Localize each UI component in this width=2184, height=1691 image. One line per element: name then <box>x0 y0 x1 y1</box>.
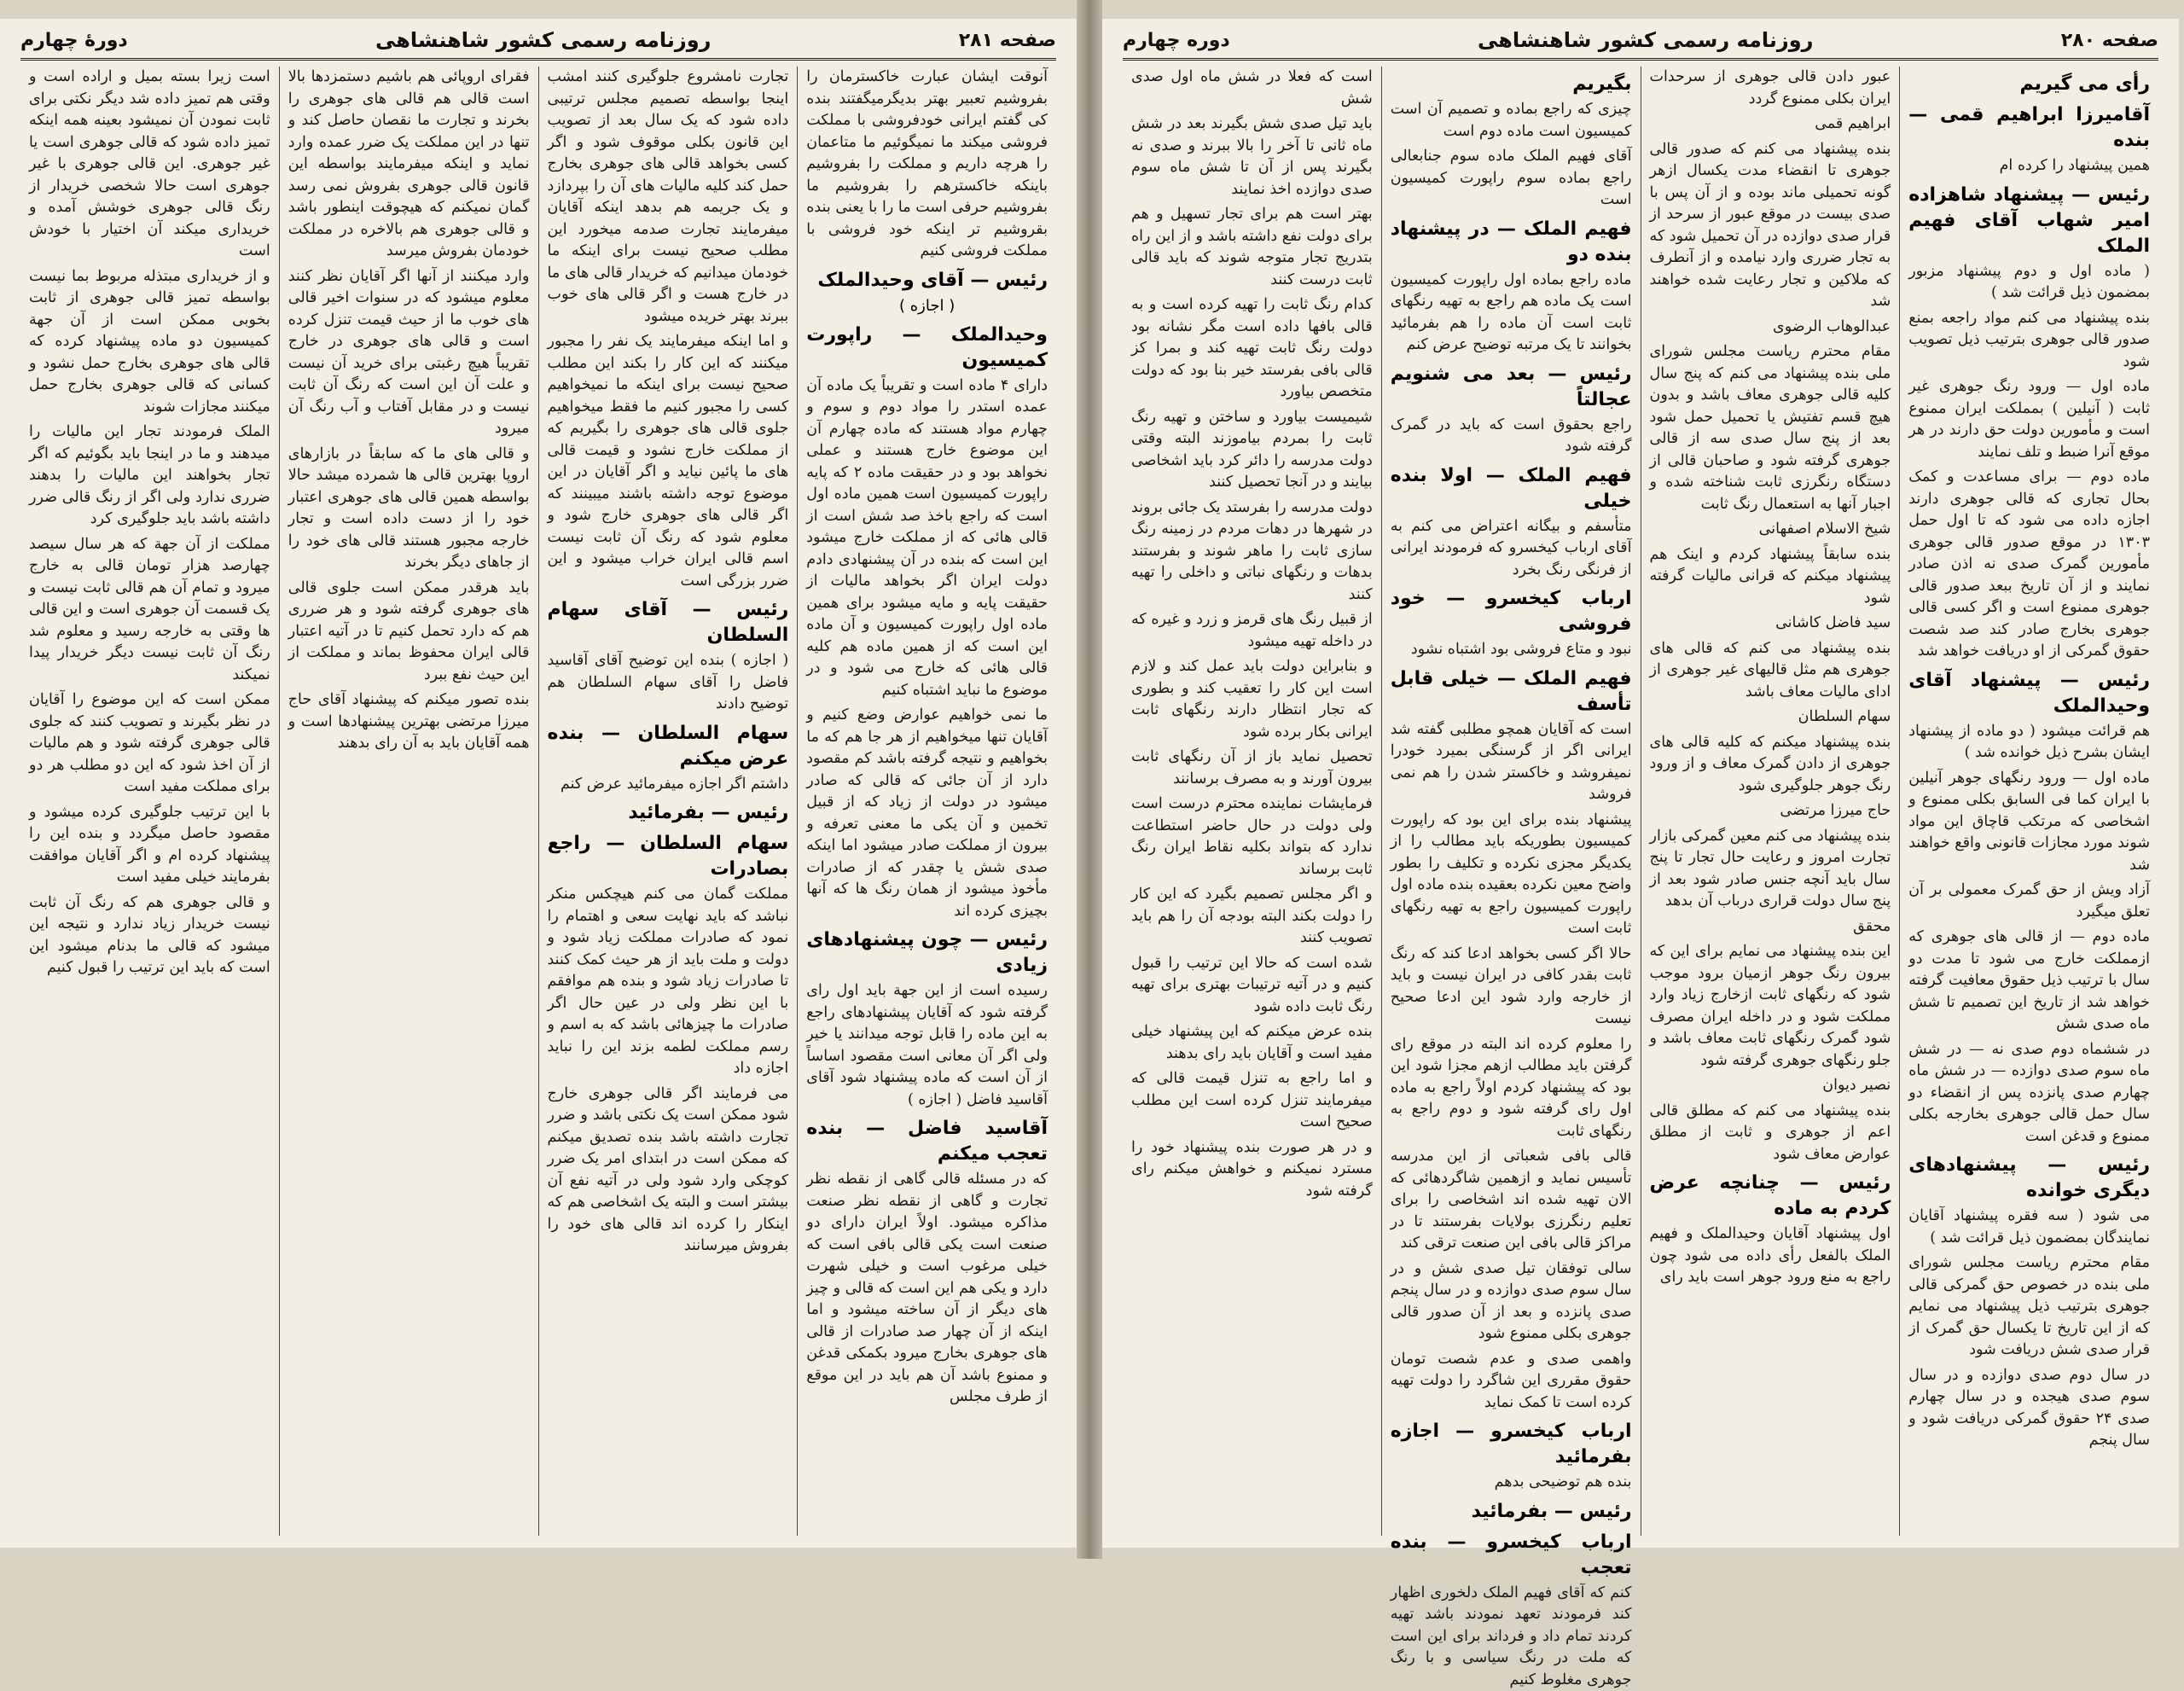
paragraph: بنده تصور میکنم که پیشنهاد آقای حاج میرزا مرتضی بهترین پیشنهادها است و همه آقایان باید به آن رای بدهند <box>288 689 530 755</box>
paragraph: کدام رنگ ثابت را تهیه کرده است و به قالی بافها داده است مگر نشانه بود دولت رنگ ثابت تهیه کند و بمرا کز قالی بافی بفرستد خیر بنا بود که دولت متخصص بیاورد <box>1131 294 1373 404</box>
speaker-heading: رئیس — آقای سهام السلطان <box>548 597 789 648</box>
paragraph: محقق <box>1650 916 1891 938</box>
header-rule <box>20 58 1056 61</box>
procedural-note: ( اجازه ) <box>806 295 1048 317</box>
paragraph: در سال دوم صدی دوازده و در سال سوم صدی هیجده و در سال چهارم صدی ۲۴ حقوق گمرکی دریافت شود و سال پنجم <box>1908 1365 2150 1452</box>
paragraph: آقای فهیم الملک ماده سوم جنابعالی راجع بماده سوم راپورت کمیسیون است <box>1391 146 1632 212</box>
paragraph: و از خریداری مبتذله مربوط بما نیست بواسطه تمیز قالی جوهری از ثابت بخوبی ممکن است از آن جهة کمیسیون دو ماده پیشنهاد کرده که قالی های جوهری بخارج حمل نشود و کسانی که قالی جوهری بخارج حمل میکنند مجازات شوند <box>29 266 270 419</box>
paragraph: نصیر دیوان <box>1650 1075 1891 1097</box>
speaker-heading: بگیریم <box>1391 72 1632 97</box>
column-1 <box>1899 67 2158 1536</box>
paragraph: حالا اگر کسی بخواهد ادعا کند که رنگ ثابت بقدر کافی در ایران نیست و باید از خارجه وارد شود این ادعا صحیح نیست <box>1391 944 1632 1031</box>
speaker-heading: رئیس — پیشنهادهای دیگری خوانده <box>1908 1153 2150 1204</box>
speaker-heading: رئیس — پیشنهاد آقای وحیدالملک <box>1908 668 2150 719</box>
speaker-heading: رأی می گیریم <box>1908 72 2150 97</box>
paragraph: سید فاضل کاشانی <box>1650 613 1891 635</box>
speaker-heading: رئیس — بعد می شنویم عجالتاً <box>1391 362 1632 413</box>
speaker-heading: رئیس — پیشنهاد شاهزاده امیر شهاب آقای فهیم الملک <box>1908 183 2150 259</box>
paragraph: مملکت گمان می کنم هیچکس منکر نباشد که باید نهایت سعی و اهتمام را نمود که صادرات مملکت زیاد شود و دولت و ملت باید از هر حیث کمک کنند تا صادرات زیاد شود و بنده هم موافقم با این نظر ولی در عین حال اگر صادرات ما چیزهائی باشد که به اسم و رسم مملکت لطمه بزند این را نباید اجازه داد <box>548 884 789 1080</box>
paragraph: دارای ۴ ماده است و تقریباً یک ماده آن عمده استدر را مواد دوم و سوم و چهارم مواد هستند که ماده چهارم آن این موضوع خارج هستند و عملی نخواهد بود و در حقیقت ماده ۲ که پایه راپورت کمیسیون است همین ماده اول است که راجع باخذ صد شش است از قالی هائی که از مملکت خارج میشود این است که بنده در آن پیشنهادی دادم دولت ایران اگر بخواهد مالیات از حقیقت پایه و مایه میشود برای همین ماده اول راپورت کمیسیون و آن ماده این است که از همین ماده هم کلیه قالی هائی که خارج می شود و در موضوع ما نباید اشتباه کنیم <box>806 375 1048 702</box>
paragraph: بنده پیشنهاد می کنم معین گمرکی بازار تجارت امروز و رعایت حال تجار تا پنج سال باید آنچه جنس صادر شود بعد از پنج سال دولت قراری درباب آن بدهد <box>1650 826 1891 913</box>
paragraph: حاج میرزا مرتضی <box>1650 800 1891 822</box>
paragraph: قالی بافی شعباتی از این مدرسه تأسیس نماید و ازهمین شاگردهائی که الان تهیه شده اند اشخاصی را برای تعلیم رنگرزی بولایات بفرستند تا در مراکز قالی بافی این صنعت ترقی کند <box>1391 1146 1632 1255</box>
speaker-heading: رئیس — چون پیشنهادهای زیادی <box>806 927 1048 979</box>
paragraph: تحصیل نماید باز از آن رنگهای ثابت بیرون آورند و به مصرف برسانند <box>1131 747 1373 790</box>
paragraph: عبدالوهاب الرضوی <box>1650 317 1891 339</box>
paragraph: بنده پیشنهاد می کنم که مطلق قالی اعم از جوهری و ثابت از مطلق عوارض معاف شود <box>1650 1101 1891 1166</box>
speaker-heading: وحیدالملک — راپورت کمیسیون <box>806 323 1048 374</box>
speaker-heading: فهیم الملک — خیلی قابل تأسف <box>1391 666 1632 718</box>
paragraph: بنده پیشنهاد می کنم که قالی های جوهری هم مثل قالیهای غیر جوهری از ادای مالیات معاف باشد <box>1650 638 1891 704</box>
speaker-heading: ارباب کیخسرو — اجازه بفرمائید <box>1391 1419 1632 1470</box>
paragraph: داشتم اگر اجازه میفرمائید عرض کنم <box>548 774 789 796</box>
header-rule <box>1123 58 2158 61</box>
period-label: دوره چهارم <box>1123 30 1230 51</box>
paragraph: و اما راجع به تنزل قیمت قالی که میفرمایند تنزل کرده است این مطلب صحیح است <box>1131 1068 1373 1134</box>
paragraph: می فرمایند اگر قالی جوهری خارج شود ممکن است یک نکتی باشد و ضرر تجارت داشته باشد بنده تصدیق میکنم که ممکن است در ابتدای امر یک ضرر کوچکی وارد شود ولی در آتیه نفع آن بیشتر است و البته یک اشخاصی هم که اینکار را کرده اند قالی های خود را بفروش میرسانند <box>548 1084 789 1258</box>
paragraph: بنده عرض میکنم که این پیشنهاد خیلی مفید است و آقایان باید رای بدهند <box>1131 1021 1373 1065</box>
paragraph: همین پیشنهاد را کرده ام <box>1908 155 2150 177</box>
page-280 <box>1102 19 2179 1548</box>
paragraph: شیمیست بیاورد و ساختن و تهیه رنگ ثابت را بمردم بیاموزند البته وقتی دولت مدرسه را دائر کرد باید اشخاصی بیایند و در آنجا تحصیل کنند <box>1131 407 1373 494</box>
paragraph: تجارت نامشروع جلوگیری کنند امشب اینجا بواسطه تصمیم مجلس ترتیبی داده شود که یک سال بعد از تصویب این قانون بکلی موقوف شود و اگر کسی بخواهد قالی های جوهری بخارج حمل کند کلیه مالیات های آن را بپردازد و یک جریمه هم بدهد اینکه آقایان میفرمایند تجارت صدمه میخورد این مطلب صحیح نیست برای اینکه ما خودمان میدانیم که خریدار قالی های ما در خارج هست و اگر قالی های خوب ببرند بهتر خریده میشود <box>548 67 789 328</box>
paragraph: و در هر صورت بنده پیشنهاد خود را مسترد نمیکنم و خواهش میکنم رای گرفته شود <box>1131 1137 1373 1203</box>
paragraph: الملک فرمودند تجار این مالیات را میدهند و ما در اینجا باید بگوئیم که اگر تجار بخواهند این مالیات را بدهند ضرری ندارد ولی اگر از رنگ قالی ضرر داشته باشد باید جلوگیری کرد <box>29 421 270 531</box>
paragraph: اول پیشنهاد آقایان وحیدالملک و فهیم الملک بالفعل رأی داده می شود چون راجع به منع ورود جوهر است باید رای <box>1650 1223 1891 1289</box>
paragraph: مملکت از آن جهة که هر سال سیصد چهارصد هزار تومان قالی به خارج میرود و تمام آن هم قالی ثابت نیست و یک قسمت آن جوهری است و این قالی ها وقتی به خارجه رسید و معلوم شد رنگ آن ثابت نیست دیگر خریدار پیدا نمیکند <box>29 534 270 687</box>
paragraph: متأسفم و بیگانه اعتراض می کنم به آقای ارباب کیخسرو که فرمودند ایرانی از فرنگی رنگ بخرد <box>1391 516 1632 582</box>
speaker-heading: فهیم الملک — در پیشنهاد بنده دو <box>1391 217 1632 268</box>
paragraph: می شود ( سه فقره پیشنهاد آقایان نمایندگان بمضمون ذیل قرائت شد ) <box>1908 1206 2150 1249</box>
page-number: صفحه ۲۸۰ <box>2061 30 2158 51</box>
paragraph: راجع بحقوق است که باید در گمرک گرفته شود <box>1391 415 1632 458</box>
column-3 <box>279 67 538 1536</box>
paragraph: ماده دوم — از قالی های جوهری که ازمملکت خارج می شود تا مدت دو سال با ترتیب ذیل حقوق معافیت گرفته خواهد شد از تاریخ این تصمیم تا شش ماه صدی شش <box>1908 927 2150 1036</box>
paragraph: در ششماه دوم صدی نه — در شش ماه سوم صدی دوازده — در شش ماه چهارم صدی پانزده پس از انقضاء دو سال حمل قالی جوهری بخارجه بکلی ممنوع و قدغن است <box>1908 1039 2150 1148</box>
paragraph: و اما اینکه میفرمایند یک نفر را مجبور میکنند که این کار را بکند این مطلب صحیح نیست برای اینکه ما نمیخواهیم کسی را مجبور کنیم ما فقط میخواهیم جلوی قالی های جوهری را بگیریم که از مملکت خارج نشود و قیمت قالی های ما پائین نیاید و اگر آقایان در این موضوع توجه داشته باشند میبینند که اگر قالی های جوهری خارج شود و معلوم شود که رنگ آن ثابت نیست اسم قالی ایران خراب میشود و این ضرر بزرگی است <box>548 331 789 592</box>
newspaper-title: روزنامه رسمی کشور شاهنشاهی <box>1478 28 1814 52</box>
paragraph: ( اجازه ) بنده این توضیح آقای آقاسید فاضل را آقای سهام السلطان هم توضیح دادند <box>548 650 789 716</box>
paragraph: و قالی جوهری هم که رنگ آن ثابت نیست خریدار زیاد ندارد و نتیجه این میشود که قالی ما بدنام میشود این است که باید این ترتیب را قبول کنیم <box>29 892 270 979</box>
paragraph: شده است که حالا این ترتیب را قبول کنیم و در آتیه ترتیبات بهتری برای تهیه رنگ ثابت داده شود <box>1131 953 1373 1019</box>
paragraph: از قبیل رنگ های قرمز و زرد و غیره که در داخله تهیه میشود <box>1131 609 1373 653</box>
paragraph: ماده دوم — برای مساعدت و کمک بحال تجاری که قالی جوهری دارند اجازه داده می شود که تا اول حمل ۱۳۰۳ در موقع صدور قالی جوهری مأمورین گمرک صدی نه اذن صادر نمایند و از آن تاریخ ببعد صدور قالی جوهری ممنوع است و اگر کسی قالی جوهری بخارج صادر کند صد شصت حقوق گمرکی از او دریافت خواهد شد <box>1908 467 2150 663</box>
paragraph: فرمایشات نماینده محترم درست است ولی دولت در حال حاضر استطاعت ندارد که بتواند بکلیه نقاط ایران رنگ ثابت برساند <box>1131 793 1373 880</box>
paragraph: این بنده پیشنهاد می نمایم برای این که بیرون رنگ جوهر ازمیان برود موجب شود که رنگهای ثابت ازخارج زیاد وارد مملکت شود و در داخله ایران مصرف شود گمرک رنگهای ثابت معاف باشد و جلو رنگهای جوهری گرفته شود <box>1650 941 1891 1072</box>
paragraph: ما نمی خواهیم عوارض وضع کنیم و آقایان تنها میخواهیم از هر جا هم که ما بخواهیم و نتیجه گرفته باشد کم مقصود دارد از آن جائی که قالی که صادر میشود در دولت از زیاد که از قبیل تخمین و آن یکی ما معنی تعرفه و بیرون از مملکت صادر میشود اما اینکه صدی شش یا چقدر که از صادرات مأخوذ میشود از همان رنگ ها که آنها بچیزی کرده اند <box>806 705 1048 922</box>
paragraph: بنده پیشنهاد می کنم مواد راجعه بمنع صدور قالی جوهری بترتیب ذیل تصویب شود <box>1908 308 2150 374</box>
paragraph: شیخ الاسلام اصفهانی <box>1650 519 1891 541</box>
paragraph: است که آقایان همچو مطلبی گفته شد ایرانی اگر از گرسنگی بمیرد خودرا نمیفروشد و خاکستر شدن را هم نمی فروشد <box>1391 719 1632 806</box>
speaker-heading: رئیس — بفرمائید <box>548 800 789 826</box>
paragraph: مقام محترم ریاست مجلس شورای ملی بنده پیشنهاد می کنم که پنج سال کلیه قالی جوهری معاف باشد و بدون هیچ قسم تفتیش یا تحمیل حمل شود بعد از پنج سال صدی سه از قالی جوهری گرفته شود و صاحبان قالی از دستگاه رنگرزی ثابت شناخته شده و اجبار آنها به استعمال رنگ ثابت <box>1650 341 1891 515</box>
paragraph: فقرای اروپائی هم باشیم دستمزدها بالا است قالی هم قالی های جوهری را بخرند و تجارت ما نقصان حاصل کند و تنها در این مملکت یک ضرر عمده وارد نماید و اینکه میفرمایند بواسطه این قانون قالی جوهری بفروش نمی رسد گمان نمیکنم که هیچوقت اینطور باشد و قالی جوهری هم بالاخره در مملکت خودمان بفروش میرسد <box>288 67 530 263</box>
paragraph: را معلوم کرده اند البته در موقع رای گرفتن باید مطالب ازهم مجزا شود این بود که پیشنهاد کردم اولاً راجع به ماده اول رای گرفته شود و دوم راجع به رنگهای ثابت <box>1391 1034 1632 1143</box>
speaker-heading: رئیس — آقای وحیدالملک <box>806 268 1048 293</box>
speaker-heading: سهام السلطان — راجع بصادرات <box>548 831 789 882</box>
speaker-heading: رئیس — بفرمائید <box>1391 1499 1632 1525</box>
paragraph: است زیرا بسته بمیل و اراده است و وقتی هم تمیز داده شد دیگر نکتی برای ثابت نمودن آن نمیشود بعینه همه اینکه تمیز داده شود که قالی جوهری است یا غیر جوهری. این قالی جوهری با غیر جوهری است حالا شخصی خریدار از رنگ قالی جوهری خوشش آمده و خریداری میکند آن اختیار با خودش است <box>29 67 270 263</box>
paragraph: آزاد ویش از حق گمرک معمولی بر آن تعلق میگیرد <box>1908 880 2150 923</box>
paragraph: و بنابراین دولت باید عمل کند و لازم است این کار را تعقیب کند و بطوری که تجار انتظار دارند رنگهای ثابت ایرانی بکار برده شود <box>1131 656 1373 743</box>
paragraph: کنم که آقای فهیم الملک دلخوری اظهار کند فرمودند تعهد نمودند باشد تهیه کردند تمام داد و فرداند برای این است که ملت در رنگ سیاسی و با رنگ جوهری مغلوط کنیم <box>1391 1583 1632 1691</box>
page-header <box>1123 26 2158 55</box>
column-4 <box>1123 67 1381 1536</box>
paragraph: ( ماده اول و دوم پیشنهاد مزبور بمضمون ذیل قرائت شد ) <box>1908 261 2150 305</box>
paragraph: ماده راجع بماده اول راپورت کمیسیون است یک ماده هم راجع به تهیه رنگهای ثابت است آن ماده را هم بفرمائید بخوانند تا یک مرتبه توضیح عرض کنم <box>1391 270 1632 357</box>
text-columns <box>1123 67 2158 1536</box>
paragraph: ماده اول — ورود رنگهای جوهر آنیلین با ایران کما فی السابق بکلی ممنوع و اشخاصی که مرتکب قاچاق این مواد شوند مورد مجازات قانونی واقع خواهند شد <box>1908 768 2150 877</box>
paragraph: بهتر است هم برای تجار تسهیل و هم برای دولت نفع داشته باشد و از این راه بتدریج تجار متوجه شوند که باید قالی ثابت درست کنند <box>1131 204 1373 291</box>
paragraph: باید هرقدر ممکن است جلوی قالی های جوهری گرفته شود و هر ضرری هم که دارد تحمل کنیم تا در آتیه اعتبار قالی ایران محفوظ بماند و مملکت از این حیث نفع ببرد <box>288 578 530 687</box>
page-gutter <box>1077 0 1102 1559</box>
column-4 <box>20 67 279 1536</box>
paragraph: نبود و متاع فروشی بود اشتباه نشود <box>1391 639 1632 661</box>
paragraph: بنده هم توضیحی بدهم <box>1391 1472 1632 1494</box>
paragraph: وارد میکنند از آنها اگر آقایان نظر کنند معلوم میشود که در سنوات اخیر قالی های خوب ما از حیث قیمت تنزل کرده است و قالی های جوهری در خارج تقریباً هیچ رغبتی برای خرید آن نیست و علت آن این است که رنگ آن ثابت نیست و در مقابل آفتاب و آب رنگ آن میرود <box>288 266 530 440</box>
period-label: دورهٔ چهارم <box>20 30 128 51</box>
paragraph: سالی توفقان تیل صدی شش و در سال سوم صدی دوازده و در سال پنجم صدی پانزده و بعد از آن صدور قالی جوهری بکلی ممنوع شود <box>1391 1258 1632 1345</box>
speaker-heading: ارباب کیخسرو — بنده تعجب <box>1391 1530 1632 1581</box>
paragraph: مقام محترم ریاست مجلس شورای ملی بنده در خصوص حق گمرکی قالی جوهری بترتیب ذیل پیشنهاد می نمایم که از این تاریخ تا یکسال حق گمرک از قرار صدی شش دریافت شود <box>1908 1252 2150 1362</box>
column-2 <box>538 67 798 1536</box>
paragraph: دولت مدرسه را بفرستد یک جائی بروند در شهرها در دهات مردم در زمینه رنگ سازی ثابت را ماهر شوند و بفرستند بدهات و رنگهای نباتی و داخلی را تهیه کنند <box>1131 497 1373 607</box>
paragraph: و قالی های ما که سابقاً در بازارهای اروپا بهترین قالی ها شمرده میشد حالا بواسطه همین قالی های جوهری اعتبار خود را از دست داده است و تجار خارجه مجبور هستند قالی های خود را از جاهای دیگر بخرند <box>288 444 530 574</box>
column-2 <box>1641 67 1900 1536</box>
paragraph: ماده اول — ورود رنگ جوهری غیر ثابت ( آنیلین ) بمملکت ایران ممنوع است و مأمورین دولت حق دارند در هر موقع آنرا ضبط و تلف نمایند <box>1908 376 2150 463</box>
paragraph: عبور دادن قالی جوهری از سرحدات ایران بکلی ممنوع گردد <box>1650 67 1891 110</box>
page-number: صفحه ۲۸۱ <box>959 30 1056 51</box>
speaker-heading: سهام السلطان — بنده عرض میکنم <box>548 721 789 772</box>
paragraph: است که فعلا در شش ماه اول صدی شش <box>1131 67 1373 110</box>
paragraph: باید تیل صدی شش بگیرند بعد در شش ماه ثانی تا آخر را بالا ببرند و صدی نه بگیرند پس از آن تا شش ماه سوم صدی دوازده اخذ نمایند <box>1131 113 1373 200</box>
text-columns <box>20 67 1056 1536</box>
paragraph: پیشنهاد بنده برای این بود که راپورت کمیسیون بطوریکه باید مطالب را از یکدیگر مجزی نکرده و تکلیف را بطور واضح معین نکرده بعقیده بنده ماده اول راپورت کمیسیون راجع به تهیه رنگهای ثابت است <box>1391 810 1632 940</box>
paragraph: ممکن است که این موضوع را آقایان در نظر بگیرند و تصویب کنند که جلوی قالی جوهری گرفته شود و هم مالیات از آن اخذ شود که این دو مطلب هر دو برای مملکت مفید است <box>29 689 270 799</box>
paragraph: و اگر مجلس تصمیم بگیرد که این کار را دولت بکند البته بودجه آن را هم باید تصویب کنند <box>1131 884 1373 950</box>
paragraph: که در مسئله قالی گاهی از نقطه نظر تجارت و گاهی از نقطه نظر صنعت مذاکره میشود. اولاً ایران دارای دو صنعت است یکی قالی بافی است که خیلی مرغوب است و خیلی شهرت دارد و یکی هم این است که قالی و چیز های دیگر از آن ساخته میشود و اما اینکه از آن چهار صد صادرات از قالی های جوهری بخارج میرود بکمکی قدغن و ممنوع باشد آن هم باید در این موقع از طرف مجلس <box>806 1169 1048 1409</box>
paragraph: بنده پیشنهاد میکنم که کلیه قالی های جوهری از دادن گمرک معاف و از ورود رنگ جوهر جلوگیری شود <box>1650 732 1891 798</box>
paragraph: هم قرائت میشود ( دو ماده از پیشنهاد ایشان بشرح ذیل خوانده شد ) <box>1908 721 2150 764</box>
paragraph: آنوقت ایشان عبارت خاکسترمان را بفروشیم تعبیر بهتر بدیگرمیگفتند بنده کی گفتم ایرانی خودفروشی با مملکت فروشی میکند ما نمیگوئیم ما متاعمان را هرچه داریم و مملکت را بفروشیم باینکه خاکسترهم را بفروشیم ما بفروشیم حرفی است ما را با یعنی بنده بقروشیم تر اینکه خود فروشی با مملکت فروشی کنیم <box>806 67 1048 263</box>
paragraph: واهمی صدی و عدم شصت تومان حقوق مقرری این شاگرد را دولت تهیه کرده است تا کمک نماید <box>1391 1349 1632 1415</box>
newspaper-title: روزنامه رسمی کشور شاهنشاهی <box>375 28 712 52</box>
page-header <box>20 26 1056 55</box>
column-3 <box>1381 67 1641 1536</box>
paragraph: چیزی که راجع بماده و تصمیم آن است کمیسیون است ماده دوم است <box>1391 99 1632 142</box>
margin-marks <box>3 87 15 684</box>
speaker-heading: فهیم الملک — اولا بنده خیلی <box>1391 463 1632 514</box>
speaker-heading: آقامیرزا ابراهیم قمی — بنده <box>1908 102 2150 154</box>
paragraph: با این ترتیب جلوگیری کرده میشود و مقصود حاصل میگردد و بنده این را پیشنهاد کرده ام و اگر آقایان موافقت بفرمایند خیلی مفید است <box>29 802 270 889</box>
page-281 <box>0 19 1077 1548</box>
paragraph: بنده سابقاً پیشنهاد کردم و اینک هم پیشنهاد میکنم که قرانی مالیات گرفته شود <box>1650 544 1891 610</box>
paragraph: سهام السلطان <box>1650 706 1891 729</box>
paragraph: رسیده است از این جهة باید اول رای گرفته شود که آقایان پیشنهادهای راجع به این ماده را قابل توجه میدانند یا خیر ولی اگر آن معانی است مقصود اساساً از آن است که ماده پیشنهاد شود آقای آقاسید فاضل ( اجازه ) <box>806 980 1048 1111</box>
paragraph: بنده پیشنهاد می کنم که صدور قالی جوهری تا انقضاء مدت یکسال ازهر گونه تحمیلی ماند بوده و از آن پس با صدی بیست در موقع عبور از سرحد از قرار صدی دوازده در آن تحمیل شود که به تجار ضرری وارد نیامده و از آنطرف که ملاکین و تجار رعایت شده خواهند شد <box>1650 139 1891 313</box>
paragraph: ابراهیم قمی <box>1650 113 1891 136</box>
speaker-heading: ارباب کیخسرو — خود فروشی <box>1391 586 1632 637</box>
speaker-heading: آقاسید فاضل — بنده تعجب میکنم <box>806 1116 1048 1167</box>
column-1 <box>797 67 1056 1536</box>
speaker-heading: رئیس — چنانچه عرض کردم به ماده <box>1650 1171 1891 1222</box>
